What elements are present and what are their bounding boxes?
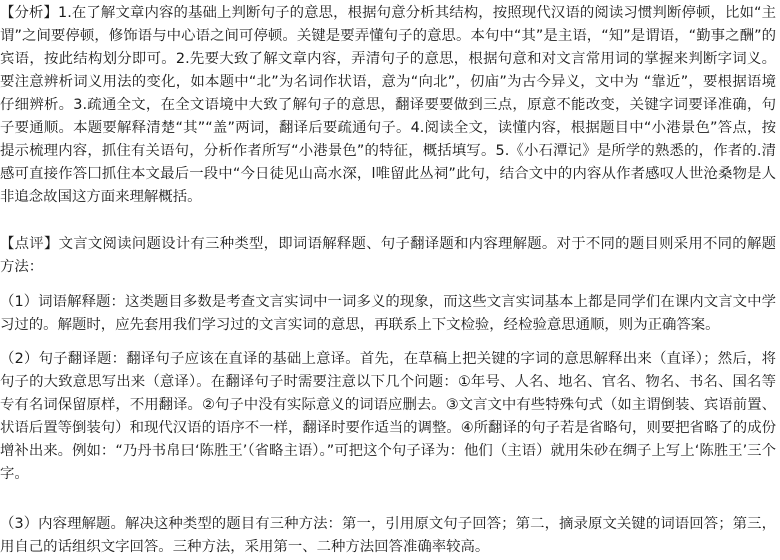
word-explanation-paragraph: （1）词语解释题：这类题目多数是考查文言实词中一词多义的现象，而这些文言实词基本上都是同学们在课内文言文中学习过的。解题时，应先套用我们学习过的文言实词的意思，再联系上下文检验，经检验意思通顺，则为正确答案。 <box>0 294 776 333</box>
comment-paragraph: 【点评】文言文阅读问题设计有三种类型，即词语解释题、句子翻译题和内容理解题。对于不同的题目则采用不同的解题方法： <box>0 236 776 275</box>
sentence-translation-paragraph: （2）句子翻译题：翻译句子应该在直译的基础上意译。首先，在草稿上把关键的字词的意思解释出来（直译）；然后，将句子的大致意思写出来（意译）。在翻译句子时需要注意以下几个问题：①年号、人名、地名、官名、物名、书名、国名等专有名词保留原样，不用翻译。②句子中没有实际意义的词语应删去。③文言文中有些特殊句式（如主谓倒装、宾语前置、状语后置等倒装句）和现代汉语的语序不一样，翻译时要作适当的调整。④所翻译的句子若是省略句，则要把省略了的成份增补出来。例如：“乃丹书帛曰‘陈胜王’（省略主语）。”可把这个句子译为：他们（主语）就用朱砂在绸子上写上‘陈胜王’三个字。 <box>0 351 776 482</box>
analysis-paragraph: 【分析】1.在了解文章内容的基础上判断句子的意思，根据句意分析其结构，按照现代汉语的阅读习惯判断停顿，比如“主谓”之间要停顿，修饰语与中心语之间可停顿。关键是要弄懂句子的意思。本句中“其”是主语，“知”是谓语，“勤事之酬”的宾语，按此结构划分即可。2.先要大致了解文章内容，弄清句子的意思，根据句意和对文言常用词的掌握来判断字词义。要注意辨析词义用法的变化，如本题中“北”为名词作状语，意为“向北”，仞庙”为古今异义，文中为 “靠近”，要根据语境仔细辨析。3.疏通全文，在全文语境中大致了解句子的意思，翻译要要做到三点，原意不能改变，关键字词要译准确，句子要通顺。本题要解释清楚“其”“盖”两词，翻译后要疏通句子。4.阅读全文，读懂内容，根据题目中“小港景色”答点，按提示梳理内容，抓住有关语句，分析作者所写“小港景色”的特征，概括填写。5.《小石潭记》是所学的熟悉的，作者的.清感可直接作答囗抓住本文最后一段中“今日徒见山高水深，l唯留此丛祠”此句，结合文中的内容从作者感叹人世沧桑物是人非追念故国这方面来理解概括。 <box>0 5 776 205</box>
content-understanding-paragraph: （3）内容理解题。解决这种类型的题目有三种方法：第一，引用原文句子回答；第二，摘录原文关键的词语回答；第三，用自己的话组织文字回答。三种方法，采用第一、二种方法回答准确率较高。 <box>0 516 776 555</box>
